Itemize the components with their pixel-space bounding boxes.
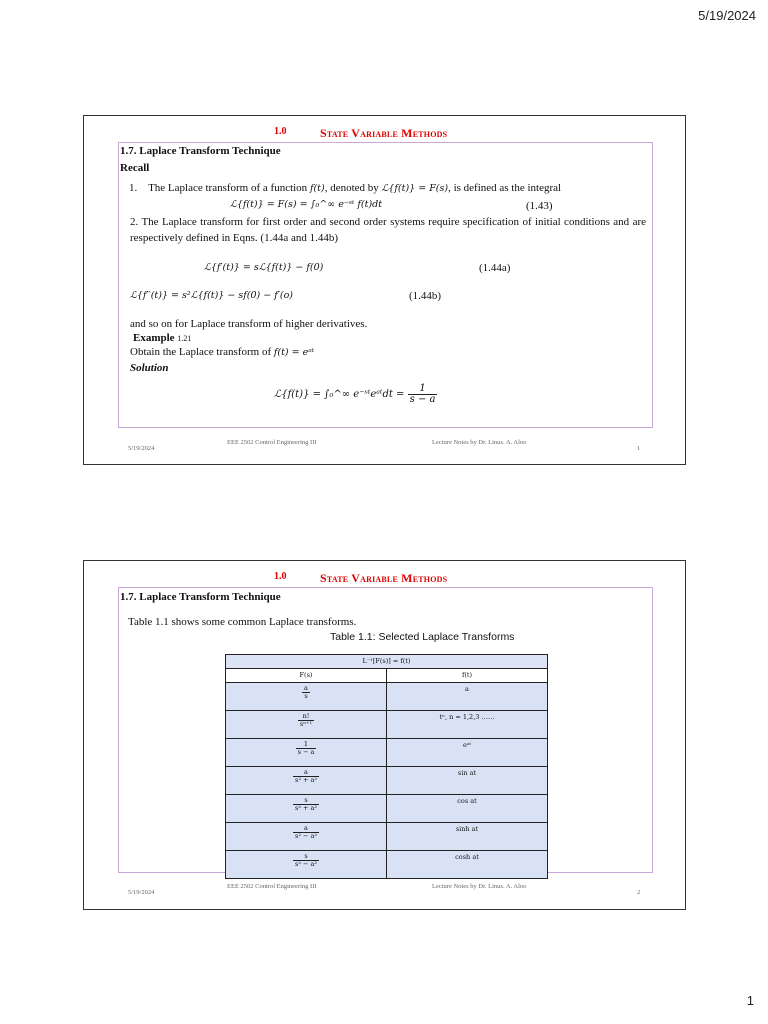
fraction-numerator: s: [304, 852, 308, 860]
example-word: Example: [133, 332, 175, 344]
item1-function: f(t): [309, 183, 325, 194]
fraction-denominator: s² − a²: [294, 859, 317, 868]
item1-end: , is defined as the integral: [448, 182, 562, 194]
equation-1-44b-number: (1.44b): [409, 290, 442, 302]
footer-date: 5/19/2024: [128, 445, 155, 452]
table-column-header-row: [226, 669, 548, 683]
table-row: [226, 851, 548, 879]
transform-cell: [226, 851, 387, 879]
footer-author: Lecture Notes by Dr. Linus. A. Aloo: [432, 439, 527, 446]
fraction-numerator: a: [304, 768, 308, 776]
footer-course: EEE 2502 Control Engineering III: [227, 883, 317, 890]
footer-page-number: 1: [637, 445, 641, 452]
time-function-cell: cosh at: [387, 851, 548, 879]
fraction-numerator: s: [304, 796, 308, 804]
fraction-denominator: s² + a²: [294, 803, 317, 812]
item1-definition: ℒ{f(t)} = F(s): [381, 183, 449, 194]
table-caption: Table 1.1: Selected Laplace Transforms: [330, 631, 515, 643]
table-intro: Table 1.1 shows some common Laplace transforms.: [128, 616, 357, 628]
example-statement: [130, 345, 314, 360]
table-row: [226, 711, 548, 739]
page-number: 1: [746, 993, 754, 1008]
slide-1: [83, 115, 686, 465]
heading-title: State Variable Methods: [320, 126, 448, 140]
transform-cell: [226, 767, 387, 795]
table-row: [226, 767, 548, 795]
fraction-numerator: a: [304, 824, 308, 832]
item-number: 1.: [129, 182, 138, 194]
equation-1-43-number: (1.43): [526, 200, 553, 212]
transform-fraction: [293, 797, 319, 811]
fraction-denominator: s² − a²: [294, 831, 317, 840]
transform-cell: [226, 683, 387, 711]
table-row: [226, 823, 548, 851]
equation-1-44b: ℒ{f′′(t)} = s²ℒ{f(t)} − sf(0) − f′(o): [130, 290, 294, 301]
table-row: [226, 795, 548, 823]
fraction-denominator: s − a: [297, 747, 315, 756]
list-item-1: [129, 181, 561, 196]
footer-author: Lecture Notes by Dr. Linus. A. Aloo: [432, 883, 527, 890]
fraction-numerator: n!: [302, 712, 310, 720]
transform-cell: [226, 711, 387, 739]
fraction-denominator: s: [302, 692, 310, 700]
heading-number: 1.0: [274, 571, 287, 582]
obtain-equation: f(t) = eᵃᵗ: [273, 347, 315, 358]
transform-fraction: [293, 769, 319, 783]
heading-number: 1.0: [274, 126, 287, 137]
column-header-F: F(s): [226, 669, 387, 683]
transform-fraction: [302, 685, 310, 699]
transform-cell: [226, 823, 387, 851]
item1-mid: , denoted by: [324, 182, 379, 194]
transform-fraction: [296, 741, 317, 755]
obtain-text: Obtain the Laplace transform of: [130, 346, 272, 358]
equation-1-44a: ℒ{f′(t)} = sℒ{f(t)} − f(0): [204, 262, 324, 273]
transform-cell: [226, 739, 387, 767]
fraction-numerator: a: [304, 684, 308, 692]
higher-derivatives-text: and so on for Laplace transform of higher derivatives.: [130, 318, 368, 330]
time-function-cell: a: [387, 683, 548, 711]
solution-numerator: 1: [419, 383, 426, 394]
example-number: 1.21: [177, 334, 192, 343]
footer-date: 5/19/2024: [128, 889, 155, 896]
solution-label: Solution: [130, 362, 169, 374]
footer-course: EEE 2502 Control Engineering III: [227, 439, 317, 446]
equation-1-44a-number: (1.44a): [479, 262, 511, 274]
table-header-cell: L⁻¹[F(s)] = f(t): [226, 655, 548, 669]
time-function-cell: sin at: [387, 767, 548, 795]
footer-page-number: 2: [637, 889, 641, 896]
table-header-row: [226, 655, 548, 669]
slide-2: [83, 560, 686, 910]
transform-fraction: [298, 713, 314, 727]
column-header-f: f(t): [387, 669, 548, 683]
solution-equation: [274, 384, 437, 405]
equation-1-43: ℒ{f(t)} = F(s) = ∫₀^∞ e⁻ˢᵗ f(t)dt: [230, 199, 383, 210]
laplace-transform-table: [225, 654, 548, 879]
solution-denominator: s − a: [409, 394, 436, 405]
time-function-cell: cos at: [387, 795, 548, 823]
time-function-cell: sinh at: [387, 823, 548, 851]
time-function-cell: eᵃᵗ: [387, 739, 548, 767]
fraction-denominator: s² + a²: [294, 775, 317, 784]
fraction-numerator: 1: [303, 740, 309, 748]
table-row: [226, 739, 548, 767]
recall-label: Recall: [120, 162, 150, 174]
heading-title: State Variable Methods: [320, 571, 448, 585]
item1-text: The Laplace transform of a function: [148, 182, 308, 194]
section-title: 1.7. Laplace Transform Technique: [120, 591, 281, 603]
fraction-denominator: sⁿ⁺¹: [299, 719, 313, 728]
time-function-cell: tⁿ, n = 1,2,3 ……: [387, 711, 548, 739]
example-label: [133, 331, 191, 346]
transform-fraction: [293, 853, 319, 867]
print-date: 5/19/2024: [698, 8, 756, 23]
item-2-paragraph: 2. The Laplace transform for first order and second order systems require specification of initial conditions and are respectively defined in Eqns. (1.44a and 1.44b): [130, 216, 646, 244]
section-title: 1.7. Laplace Transform Technique: [120, 145, 281, 157]
transform-fraction: [293, 825, 319, 839]
table-row: [226, 683, 548, 711]
solution-fraction: [408, 384, 438, 405]
transform-cell: [226, 795, 387, 823]
solution-lhs: ℒ{f(t)} = ∫₀^∞ e⁻ˢᵗeᵃᵗdt =: [274, 389, 405, 400]
